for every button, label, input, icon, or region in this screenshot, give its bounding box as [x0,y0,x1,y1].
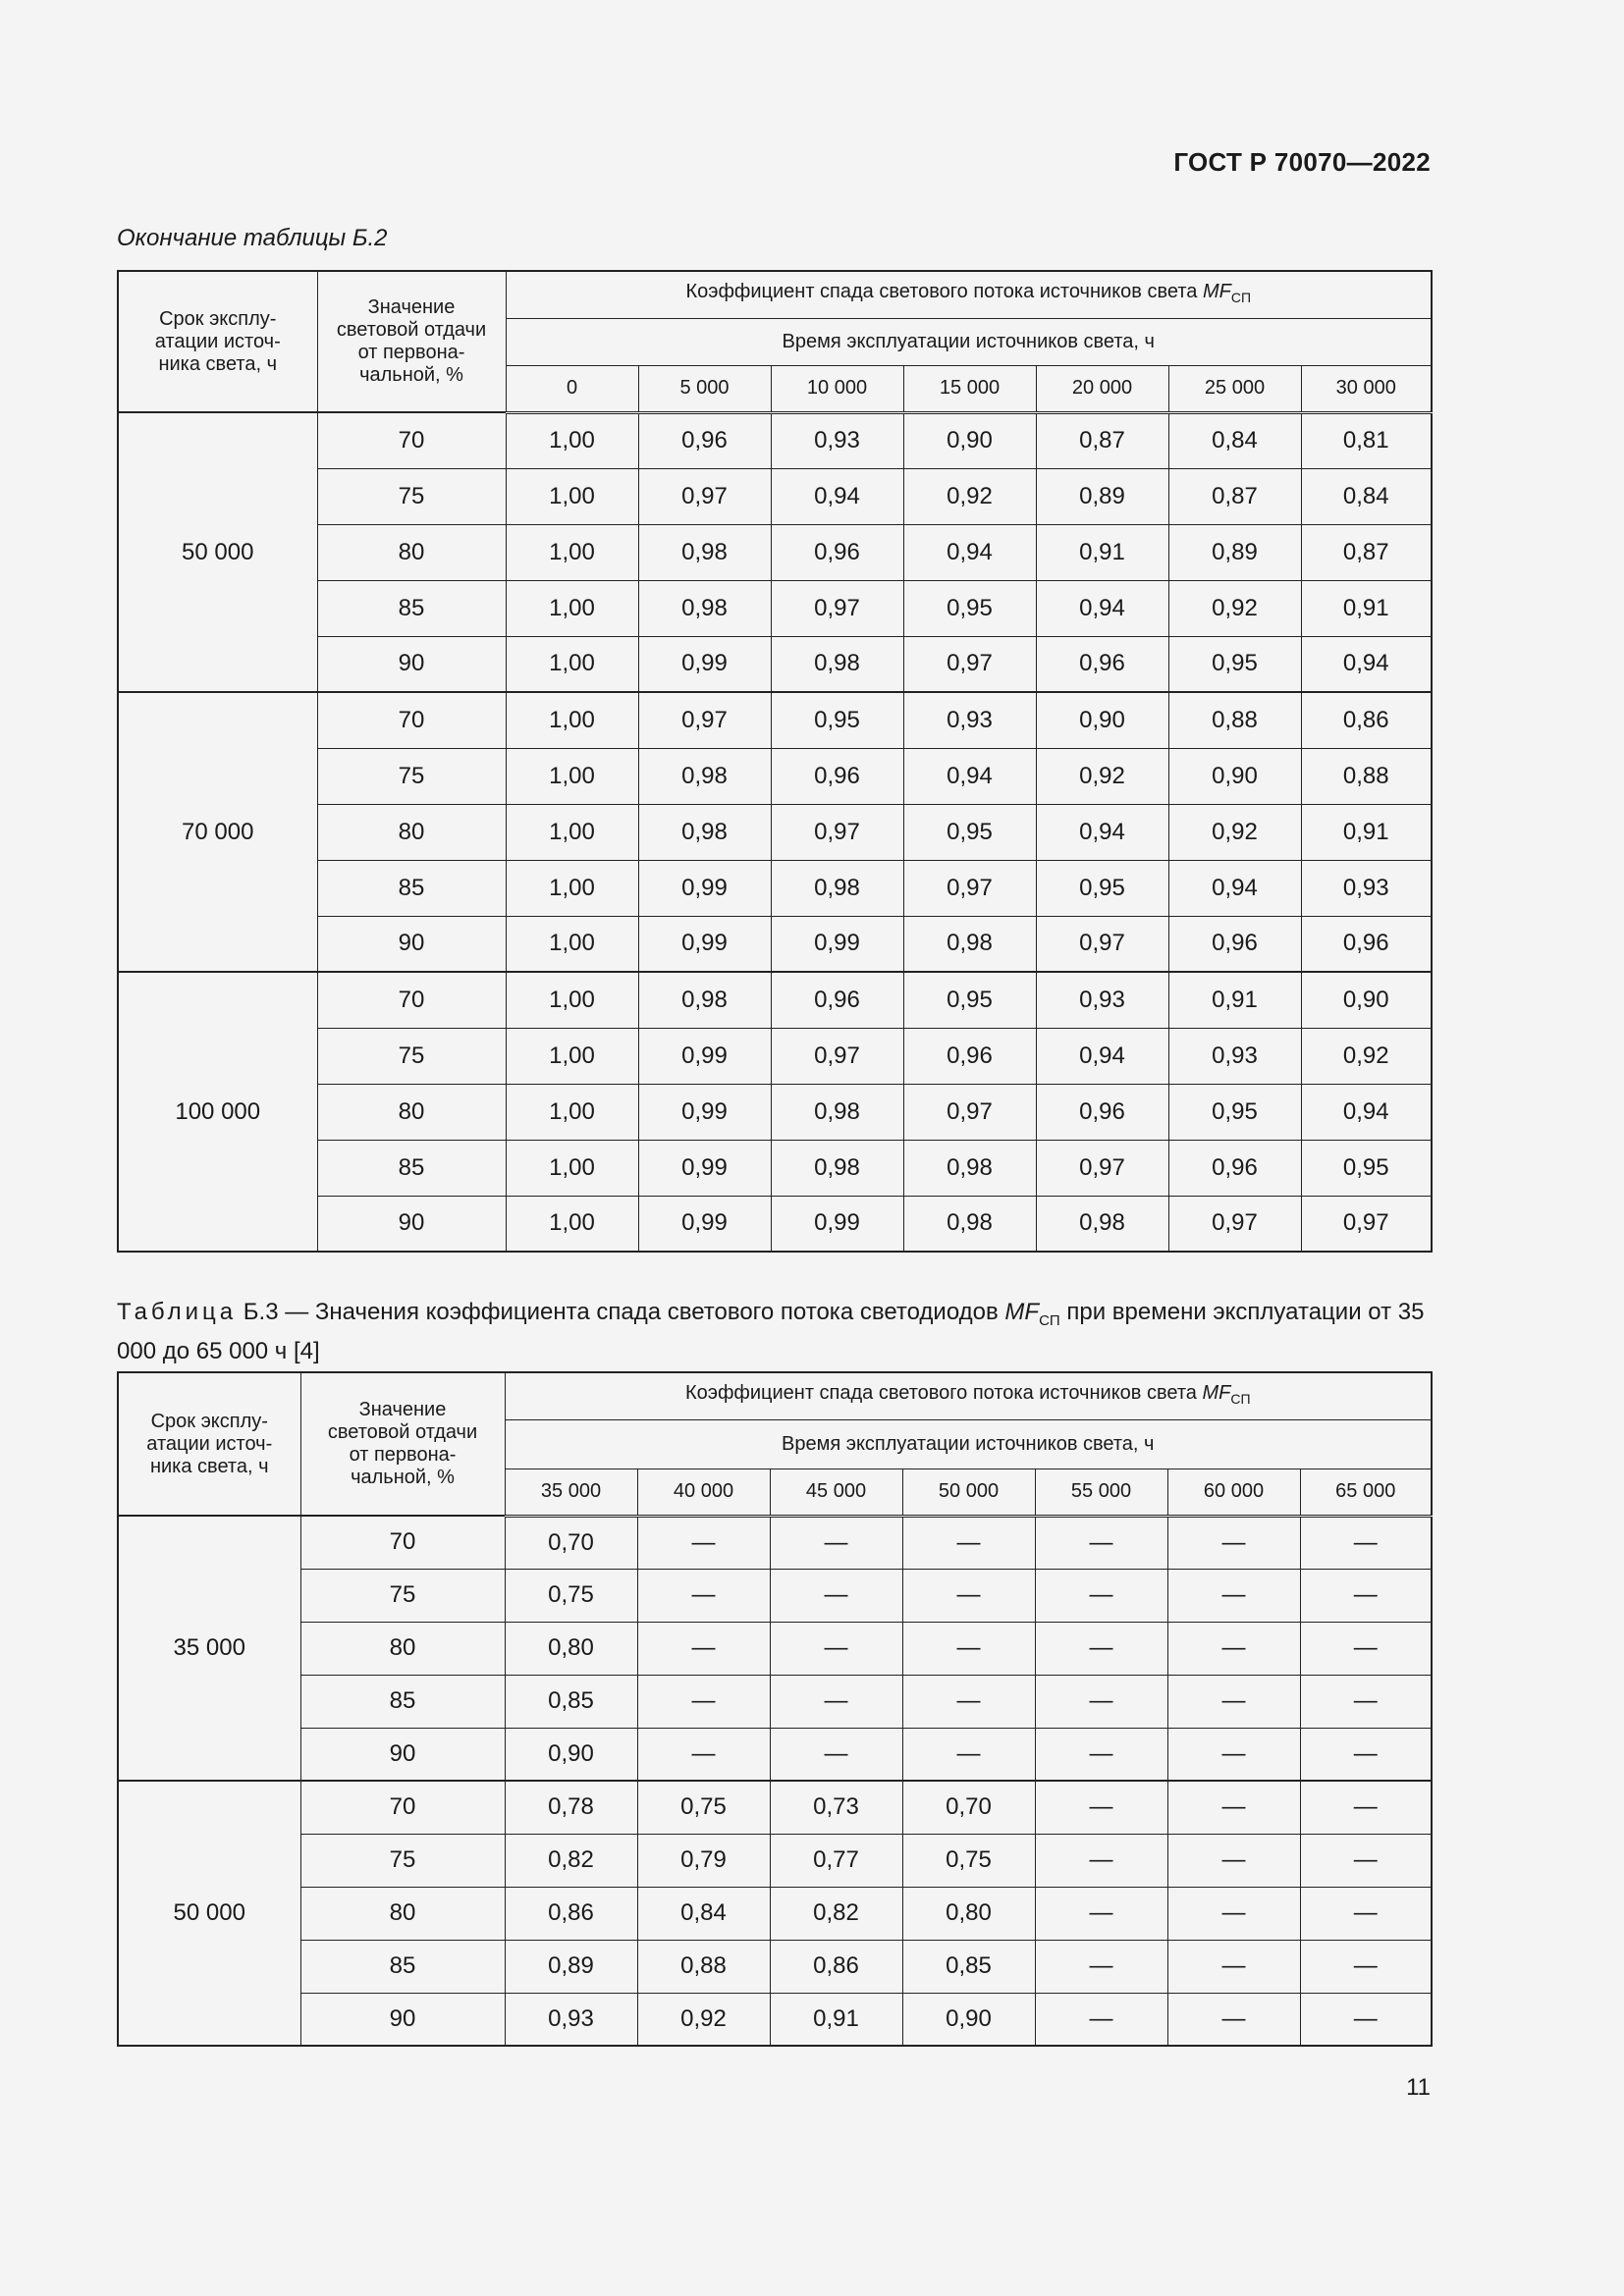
value-cell: 0,94 [1301,636,1432,692]
col-header-lifetime: Срок эксплу- атации источ- ника света, ч [118,271,317,412]
time-col-header: 45 000 [770,1468,902,1516]
table-row [118,692,1432,748]
col-header-output: Значение световой отдачи от первона- чальной, % [317,271,506,412]
value-cell: 0,98 [771,1140,903,1196]
coef-header: Коэффициент спада светового потока источников света $MF_{СП}$ [506,271,1432,318]
value-cell: 0,99 [638,1196,771,1252]
value-cell: 0,94 [1036,1028,1168,1084]
value-cell: 0,99 [638,1140,771,1196]
table-row [118,412,1432,468]
value-cell: 0,98 [771,1084,903,1140]
value-cell: 1,00 [506,972,638,1028]
value-cell: — [1300,1834,1432,1887]
output-cell: 80 [317,804,506,860]
value-cell: 0,81 [1301,412,1432,468]
value-cell: 0,94 [1036,580,1168,636]
value-cell: 1,00 [506,1196,638,1252]
value-cell: 0,98 [1036,1196,1168,1252]
value-cell: 1,00 [506,412,638,468]
value-cell: — [1035,1993,1167,2046]
value-cell: — [1035,1834,1167,1887]
value-cell: 0,90 [902,1993,1035,2046]
value-cell: — [1300,1781,1432,1834]
col-header-output: Значение световой отдачи от первона- чальной, % [300,1372,505,1516]
value-cell: 0,92 [1168,804,1301,860]
value-cell: 1,00 [506,804,638,860]
value-cell: — [1300,1993,1432,2046]
output-cell: 85 [317,860,506,916]
value-cell: 0,77 [770,1834,902,1887]
value-cell: 0,95 [771,692,903,748]
value-cell: 0,97 [1036,1140,1168,1196]
value-cell: — [1035,1675,1167,1728]
value-cell: 1,00 [506,468,638,524]
value-cell: 0,98 [638,804,771,860]
value-cell: — [1167,1993,1300,2046]
value-cell: 0,87 [1301,524,1432,580]
value-cell: — [637,1728,770,1781]
value-cell: — [1035,1516,1167,1569]
output-cell: 80 [300,1622,505,1675]
value-cell: 0,96 [903,1028,1036,1084]
value-cell: — [1035,1940,1167,1993]
value-cell: 0,96 [1036,1084,1168,1140]
table2-caption: Таблица Б.3 — Значения коэффициента спада светового потока светодиодов $MF_{СП}$ при времени эксплуатации от 35 000 до 65 000 ч [4] [117,1299,1425,1364]
time-col-header: 40 000 [637,1468,770,1516]
value-cell: — [1300,1675,1432,1728]
value-cell: 0,86 [1301,692,1432,748]
value-cell: 0,90 [903,412,1036,468]
value-cell: 0,95 [1168,1084,1301,1140]
value-cell: 0,96 [1301,916,1432,972]
table2-body [118,1516,1432,2046]
value-cell: 0,86 [505,1887,637,1940]
value-cell: 1,00 [506,748,638,804]
value-cell: — [1035,1781,1167,1834]
value-cell: 0,95 [903,580,1036,636]
lifetime-cell: 100 000 [118,972,317,1252]
table-b2 [117,270,1433,1253]
value-cell: 0,98 [771,636,903,692]
value-cell: 0,97 [903,636,1036,692]
value-cell: 0,98 [638,748,771,804]
output-cell: 75 [300,1834,505,1887]
value-cell: 0,96 [638,412,771,468]
value-cell: 1,00 [506,692,638,748]
time-col-header: 15 000 [903,365,1036,412]
value-cell: 0,89 [1036,468,1168,524]
table-b3 [117,1371,1433,2047]
value-cell: 0,78 [505,1781,637,1834]
value-cell: — [1167,1834,1300,1887]
output-cell: 70 [300,1516,505,1569]
value-cell: — [1167,1516,1300,1569]
output-cell: 70 [317,692,506,748]
value-cell: 0,93 [903,692,1036,748]
output-cell: 90 [317,636,506,692]
value-cell: 0,84 [637,1887,770,1940]
value-cell: 0,80 [505,1622,637,1675]
output-cell: 75 [300,1569,505,1622]
value-cell: — [1035,1622,1167,1675]
value-cell: 0,89 [1168,524,1301,580]
output-cell: 90 [300,1993,505,2046]
value-cell: — [1035,1887,1167,1940]
value-cell: — [1167,1887,1300,1940]
value-cell: 0,97 [638,468,771,524]
value-cell: 0,98 [903,1140,1036,1196]
time-col-header: 35 000 [505,1468,637,1516]
value-cell: 0,93 [505,1993,637,2046]
output-cell: 85 [317,580,506,636]
value-cell: — [1035,1728,1167,1781]
value-cell: 0,94 [1168,860,1301,916]
value-cell: — [1167,1940,1300,1993]
coef-header: Коэффициент спада светового потока источников света $MF_{СП}$ [505,1372,1432,1419]
value-cell: — [1300,1569,1432,1622]
value-cell: 0,88 [637,1940,770,1993]
value-cell: — [770,1728,902,1781]
value-cell: — [1167,1622,1300,1675]
output-cell: 85 [300,1940,505,1993]
value-cell: 0,93 [1168,1028,1301,1084]
value-cell: 0,97 [638,692,771,748]
value-cell: — [637,1516,770,1569]
value-cell: 0,95 [1168,636,1301,692]
value-cell: 0,98 [903,1196,1036,1252]
output-cell: 70 [317,972,506,1028]
value-cell: — [637,1675,770,1728]
value-cell: 0,70 [505,1516,637,1569]
output-cell: 90 [317,1196,506,1252]
value-cell: 0,92 [637,1993,770,2046]
value-cell: 0,97 [1301,1196,1432,1252]
value-cell: 1,00 [506,1028,638,1084]
time-col-header: 60 000 [1167,1468,1300,1516]
output-cell: 75 [317,468,506,524]
value-cell: 0,87 [1036,412,1168,468]
value-cell: 0,86 [770,1940,902,1993]
value-cell: — [1300,1516,1432,1569]
value-cell: 0,80 [902,1887,1035,1940]
value-cell: 1,00 [506,524,638,580]
value-cell: 0,91 [770,1993,902,2046]
value-cell: — [1167,1675,1300,1728]
output-cell: 85 [317,1140,506,1196]
value-cell: 0,89 [505,1940,637,1993]
output-cell: 70 [317,412,506,468]
value-cell: 0,94 [903,748,1036,804]
value-cell: 0,99 [638,636,771,692]
value-cell: 0,92 [1036,748,1168,804]
value-cell: 0,91 [1301,804,1432,860]
value-cell: 0,96 [771,524,903,580]
value-cell: — [770,1516,902,1569]
table-row [118,1622,1432,1675]
value-cell: — [1300,1887,1432,1940]
value-cell: 1,00 [506,580,638,636]
table-row [118,1728,1432,1781]
table-row [118,1887,1432,1940]
value-cell: — [1167,1728,1300,1781]
table1-continuation-title: Окончание таблицы Б.2 [117,225,388,251]
standard-header: ГОСТ Р 70070—2022 [1173,147,1431,177]
value-cell: 0,96 [1168,1140,1301,1196]
output-cell: 80 [317,524,506,580]
value-cell: 0,97 [1168,1196,1301,1252]
value-cell: 0,99 [638,1084,771,1140]
table-row [118,1993,1432,2046]
value-cell: 0,96 [771,748,903,804]
value-cell: 0,92 [1301,1028,1432,1084]
value-cell: 0,96 [1168,916,1301,972]
value-cell: 0,93 [1036,972,1168,1028]
time-col-header: 10 000 [771,365,903,412]
value-cell: 0,98 [771,860,903,916]
value-cell: 0,99 [638,860,771,916]
table-row [118,1516,1432,1569]
value-cell: 0,92 [1168,580,1301,636]
value-cell: 0,93 [1301,860,1432,916]
time-header: Время эксплуатации источников света, ч [505,1419,1432,1468]
time-header: Время эксплуатации источников света, ч [506,318,1432,365]
time-col-header: 50 000 [902,1468,1035,1516]
value-cell: 0,94 [903,524,1036,580]
value-cell: 0,98 [638,972,771,1028]
table-row [118,972,1432,1028]
value-cell: 0,99 [638,916,771,972]
lifetime-cell: 50 000 [118,1781,300,2046]
value-cell: — [902,1569,1035,1622]
value-cell: 0,95 [903,804,1036,860]
output-cell: 90 [317,916,506,972]
value-cell: 0,94 [1036,804,1168,860]
value-cell: — [770,1622,902,1675]
value-cell: — [1300,1940,1432,1993]
table-row [118,1940,1432,1993]
value-cell: 1,00 [506,636,638,692]
value-cell: 1,00 [506,1084,638,1140]
value-cell: 0,99 [638,1028,771,1084]
value-cell: 0,95 [903,972,1036,1028]
time-col-header: 5 000 [638,365,771,412]
time-col-header: 0 [506,365,638,412]
value-cell: 0,75 [505,1569,637,1622]
value-cell: 0,92 [903,468,1036,524]
value-cell: 0,98 [638,524,771,580]
value-cell: — [902,1675,1035,1728]
value-cell: 0,98 [903,916,1036,972]
value-cell: 1,00 [506,916,638,972]
value-cell: 0,97 [771,1028,903,1084]
value-cell: 0,91 [1301,580,1432,636]
output-cell: 80 [300,1887,505,1940]
output-cell: 80 [317,1084,506,1140]
page-number: 11 [1406,2074,1431,2101]
value-cell: — [1035,1569,1167,1622]
lifetime-cell: 70 000 [118,692,317,972]
table-row [118,1675,1432,1728]
value-cell: 0,91 [1168,972,1301,1028]
time-col-header: 30 000 [1301,365,1432,412]
value-cell: — [770,1675,902,1728]
value-cell: 0,90 [1036,692,1168,748]
table-row [118,1834,1432,1887]
value-cell: — [902,1622,1035,1675]
value-cell: 0,97 [771,580,903,636]
value-cell: 0,82 [505,1834,637,1887]
output-cell: 70 [300,1781,505,1834]
value-cell: 0,91 [1036,524,1168,580]
value-cell: 0,94 [771,468,903,524]
value-cell: 0,75 [902,1834,1035,1887]
value-cell: — [1300,1622,1432,1675]
value-cell: 0,97 [771,804,903,860]
value-cell: 0,88 [1168,692,1301,748]
col-header-lifetime: Срок эксплу- атации источ- ника света, ч [118,1372,300,1516]
output-cell: 75 [317,748,506,804]
value-cell: 0,97 [1036,916,1168,972]
value-cell: 0,97 [903,1084,1036,1140]
value-cell: 0,94 [1301,1084,1432,1140]
value-cell: — [770,1569,902,1622]
value-cell: — [1300,1728,1432,1781]
value-cell: 0,99 [771,916,903,972]
output-cell: 85 [300,1675,505,1728]
value-cell: — [902,1728,1035,1781]
value-cell: 0,90 [505,1728,637,1781]
value-cell: 0,88 [1301,748,1432,804]
value-cell: — [637,1622,770,1675]
table-row [118,1781,1432,1834]
value-cell: — [1167,1569,1300,1622]
value-cell: 0,95 [1036,860,1168,916]
time-col-header: 25 000 [1168,365,1301,412]
value-cell: 0,96 [1036,636,1168,692]
value-cell: 0,87 [1168,468,1301,524]
value-cell: 0,82 [770,1887,902,1940]
value-cell: 0,84 [1301,468,1432,524]
value-cell: 0,99 [771,1196,903,1252]
value-cell: — [1167,1781,1300,1834]
value-cell: 0,75 [637,1781,770,1834]
value-cell: 0,97 [903,860,1036,916]
table1-body [118,412,1432,1252]
value-cell: 1,00 [506,860,638,916]
value-cell: 0,93 [771,412,903,468]
value-cell: 1,00 [506,1140,638,1196]
value-cell: 0,70 [902,1781,1035,1834]
value-cell: 0,98 [638,580,771,636]
value-cell: 0,79 [637,1834,770,1887]
value-cell: 0,96 [771,972,903,1028]
value-cell: — [902,1516,1035,1569]
value-cell: 0,85 [505,1675,637,1728]
value-cell: 0,95 [1301,1140,1432,1196]
lifetime-cell: 50 000 [118,412,317,692]
value-cell: 0,90 [1301,972,1432,1028]
time-col-header: 65 000 [1300,1468,1432,1516]
value-cell: 0,73 [770,1781,902,1834]
output-cell: 90 [300,1728,505,1781]
value-cell: 0,90 [1168,748,1301,804]
time-col-header: 55 000 [1035,1468,1167,1516]
value-cell: 0,84 [1168,412,1301,468]
value-cell: 0,85 [902,1940,1035,1993]
table-row [118,1569,1432,1622]
lifetime-cell: 35 000 [118,1516,300,1781]
time-col-header: 20 000 [1036,365,1168,412]
value-cell: — [637,1569,770,1622]
output-cell: 75 [317,1028,506,1084]
